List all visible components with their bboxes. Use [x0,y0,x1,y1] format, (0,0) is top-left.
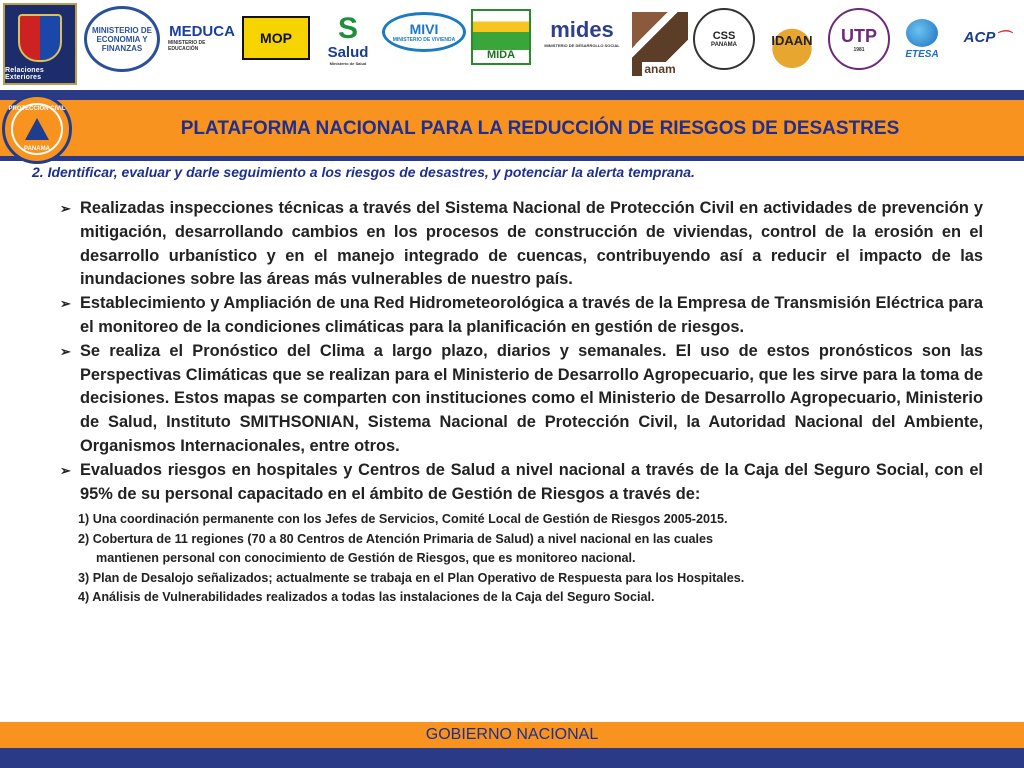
arrow-bullet-icon: ➢ [60,201,71,216]
salud-logo-subtext: Ministerio de Salud [329,61,367,66]
etesa-logo [896,14,948,64]
arrow-bullet-icon: ➢ [60,462,71,478]
salud-logo-text: Salud [327,44,369,61]
bullet-item [58,340,983,459]
etesa-globe-icon [906,19,938,47]
meduca-logo-text: MEDUCA [169,22,235,40]
sub-item: 4) Análisis de Vulnerabilidades realizados a todas las instalaciones de la Caja del Seguro Social. [78,590,655,605]
sub-item-text: 2) Cobertura de 11 regiones (70 a 80 Centros de Atención Primaria de Salud) a nivel nacional en las cuales [78,531,714,546]
relaciones-exteriores-logo [3,3,77,85]
mef-logo-text: MINISTERIO DE ECONOMIA Y FINANZAS [91,25,152,53]
css-logo-text: CSS [712,30,736,42]
bullet-item [58,292,983,340]
arrow-bullet-icon: ➢ [60,343,71,359]
emblem-bottom-text: PANAMA [24,146,50,152]
footer-bottom-stripe [0,748,1024,768]
page-title: PLATAFORMA NACIONAL PARA LA REDUCCIÓN DE RIESGOS DE DESASTRES [180,118,900,139]
sub-item-list [78,510,983,608]
mivi-logo [382,12,466,52]
mop-logo-text: MOP [260,30,292,46]
title-band-top-stripe [0,90,1024,100]
bullet-text: Evaluados riesgos en hospitales y Centros de Salud a nivel nacional a través de la Caja del Seguro Social, con el 95% de su personal capacitado en el ámbito de Gestión de Riesgos a través de: [80,460,983,503]
mida-logo-text: MIDA [486,49,516,61]
utp-logo-subtext: 1981 [853,46,865,53]
mivi-logo-subtext: MINISTERIO DE VIVIENDA [392,37,456,43]
utp-logo-text: UTP [841,25,877,46]
logo-strip [0,0,1024,90]
meduca-logo-subtext: MINISTERIO DE EDUCACIÓN [168,39,206,52]
mivi-logo-text: MIVI [409,21,439,37]
bullet-item [58,197,983,292]
bullet-list [58,197,983,608]
arrow-bullet-icon: ➢ [60,296,71,312]
minsa-salud-logo [316,8,380,72]
footer-label: GOBIERNO NACIONAL [425,726,599,743]
title-band-bottom-stripe [0,156,1024,161]
mida-logo [471,9,531,65]
section-subtitle: 2. Identificar, evaluar y darle seguimiento a los riesgos de desastres, y potenciar la alerta temprana. [32,164,695,180]
meduca-logo [168,14,236,60]
bullet-text: Se realiza el Pronóstico del Clima a largo plazo, diarios y semanales. El uso de estos pronósticos son las Perspectivas Climáticas que se realizan para el Ministerio de Desarrollo Agropecuario, que les sirve para la toma de decisiones. Estos mapas se comparten con instituciones como el Ministerio de Desarrollo Agropecuario, Ministerio de Salud, Instituto SMITHSONIAN, Sistema Nacional de Protección Civil, la Autoridad Nacional del Ambiente, Organismos Internacionales, entre otros. [80,341,983,455]
acp-logo [952,22,1022,52]
sub-item: 1) Una coordinación permanente con los Jefes de Servicios, Comité Local de Gestión de Riesgos 2005-2015. [78,512,728,527]
anam-logo-text: anam [644,62,676,76]
bullet-text: Realizadas inspecciones técnicas a través del Sistema Nacional de Protección Civil en actividades de prevención y mitigación, desarrollando cambios en los procesos de construcción de viviendas, control de la erosión en el desarrollo urbanístico y en el manejo integrado de cuencas, contribuyendo así a reducir el impacto de las inundaciones sobre las áreas más vulnerables de nuestro país. [80,199,983,289]
mop-logo [242,16,310,60]
acp-swoosh-icon: ⌒ [995,29,1011,47]
salud-s-icon: S [337,12,358,45]
sub-item: 3) Plan de Desalojo señalizados; actualmente se trabaja en el Plan Operativo de Respuesta para los Hospitales. [78,570,745,585]
css-logo [693,8,755,70]
idaan-logo [760,12,824,68]
sub-item [78,530,983,569]
mides-logo-subtext: MINISTERIO DE DESARROLLO SOCIAL [544,42,620,48]
utp-logo [828,8,890,70]
bullet-item [58,459,983,507]
relaciones-exteriores-caption: Relaciones Exteriores [5,66,44,81]
bullet-text: Establecimiento y Ampliación de una Red Hidrometeorológica a través de la Empresa de Transmisión Eléctrica para el monitoreo de la condiciones climáticas para la planificación en gestión de riesgos. [80,294,984,336]
panama-coat-of-arms-icon [18,14,62,62]
proteccion-civil-emblem-icon [2,94,72,164]
sub-item-continuation: mantienen personal con conocimiento de Gestión de Riesgos, que es monitoreo nacional. [96,551,636,566]
idaan-logo-text: IDAAN [771,32,813,48]
mides-logo [536,12,628,52]
etesa-logo-text: ETESA [905,48,939,60]
mef-logo [84,6,160,72]
acp-logo-text: ACP [963,28,996,46]
emblem-top-text: PROTECCION CIVIL [8,106,66,112]
anam-logo [632,12,688,76]
css-logo-subtext: PANAMA [711,42,737,48]
mides-logo-text: mides [550,16,614,42]
